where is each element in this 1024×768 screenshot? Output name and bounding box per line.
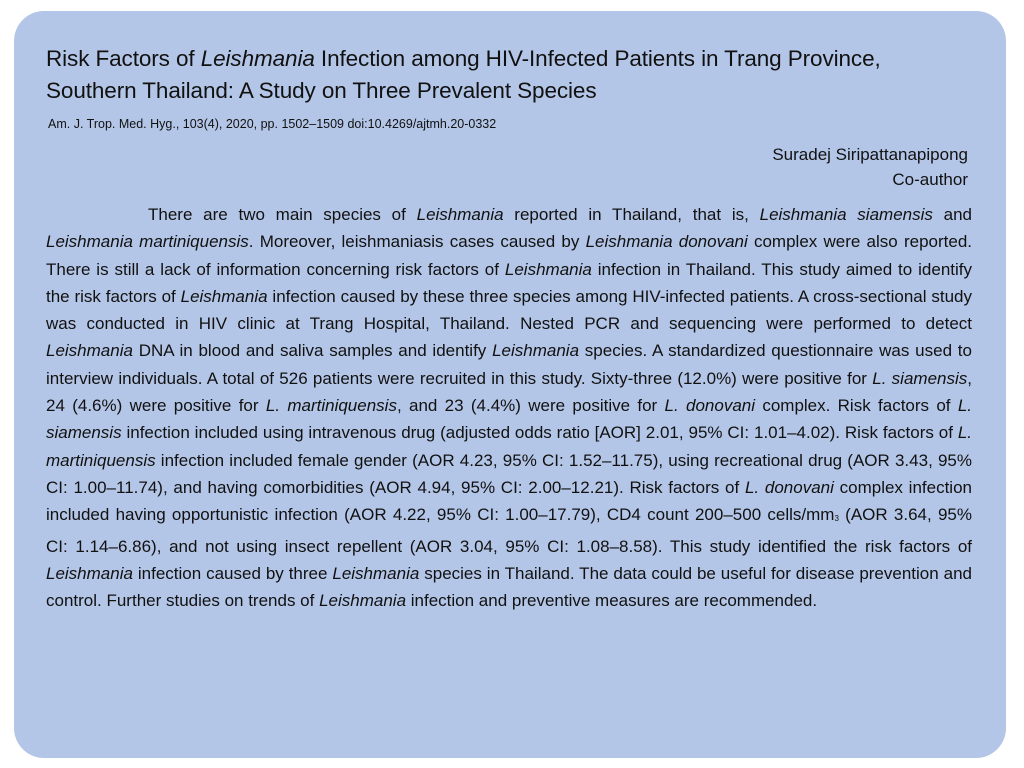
italic-run: L. siamensis — [872, 368, 968, 388]
text-run: infection included using intravenous drug (adjusted odds ratio [AOR] 2.01, 95% CI: 1.01–4.02). Risk factors of — [121, 423, 958, 443]
italic-run: Leishmania — [200, 46, 315, 71]
italic-run: Leishmania martiniquensis — [46, 232, 249, 252]
text-run: complex infection included having opportunistic infection (AOR 4.22, 95% CI: 1.00–17.79), CD4 count 200–500 cells/mm — [46, 477, 972, 525]
author-name: Suradej Siripattanapipong — [772, 145, 968, 164]
italic-run: L. donovani — [744, 477, 834, 497]
text-run: species. A standardized questionnaire was used to interview individuals. A total of 526 patients were recruited in this study. Sixty-three (12.0%) were positive for — [46, 341, 972, 388]
abstract-card — [14, 11, 1006, 758]
italic-run: Leishmania — [416, 205, 504, 224]
italic-run: Leishmania siamensis — [759, 205, 933, 224]
text-run: infection caused by these three species among HIV-infected patients. A cross-sectional study was conducted in HIV clinic at Trang Hospital, Thailand. Nested PCR and sequencing were performed to detect — [46, 286, 972, 334]
text-run: species in Thailand. The data could be useful for disease prevention and control. Further studies on trends of — [46, 563, 972, 611]
text-run: Risk Factors of — [46, 46, 201, 71]
italic-run: Leishmania — [319, 591, 407, 611]
text-run: There are two main species of — [148, 205, 417, 224]
text-run: infection included female gender (AOR 4.23, 95% CI: 1.52–11.75), using recreational drug (AOR 3.43, 95% CI: 1.00–11.74), and having comorbidities (AOR 4.94, 95% CI: 2.00–12.21). Risk factors of — [46, 450, 972, 497]
text-run: complex were also reported. There is still a lack of information concerning risk factors of — [46, 232, 972, 279]
italic-run: L. martiniquensis — [265, 396, 397, 416]
subscript: 3 — [834, 514, 839, 524]
italic-run: Leishmania — [46, 563, 133, 583]
text-run: , and 23 (4.4%) were positive for — [396, 396, 665, 416]
italic-run: Leishmania — [332, 563, 420, 583]
text-run: infection caused by three — [132, 563, 333, 583]
italic-run: L. donovani — [664, 396, 756, 416]
abstract-text — [46, 201, 972, 614]
text-run: Infection among HIV-Infected Patients in Trang Province, Southern Thailand: A Study on Three Prevalent Species — [46, 46, 881, 103]
text-run: DNA in blood and saliva samples and identify — [132, 341, 493, 361]
italic-run: Leishmania — [180, 286, 268, 306]
paper-title — [46, 43, 974, 107]
text-run: infection in Thailand. This study aimed to identify the risk factors of — [46, 259, 972, 306]
italic-run: Leishmania — [46, 341, 133, 361]
text-run: , 24 (4.6%) were positive for — [46, 368, 972, 416]
italic-run: L. siamensis — [46, 396, 973, 443]
italic-run: Leishmania — [492, 341, 580, 361]
author-block — [46, 142, 968, 192]
text-run: complex. Risk factors of — [755, 396, 958, 416]
text-run: reported in Thailand, that is, — [503, 205, 760, 224]
italic-run: L. martiniquensis — [46, 423, 972, 470]
author-role: Co-author — [892, 170, 968, 189]
text-run: infection and preventive measures are recommended. — [406, 591, 818, 611]
italic-run: Leishmania — [504, 259, 592, 279]
italic-run: Leishmania donovani — [585, 232, 748, 252]
text-run: . Moreover, leishmaniasis cases caused by — [248, 232, 586, 252]
citation: Am. J. Trop. Med. Hyg., 103(4), 2020, pp. 1502–1509 doi:10.4269/ajtmh.20-0332 — [48, 117, 497, 131]
text-run: (AOR 3.64, 95% CI: 1.14–6.86), and not using insect repellent (AOR 3.04, 95% CI: 1.08–8.58). This study identified the risk factors of — [46, 505, 972, 556]
text-run: and — [932, 205, 973, 224]
